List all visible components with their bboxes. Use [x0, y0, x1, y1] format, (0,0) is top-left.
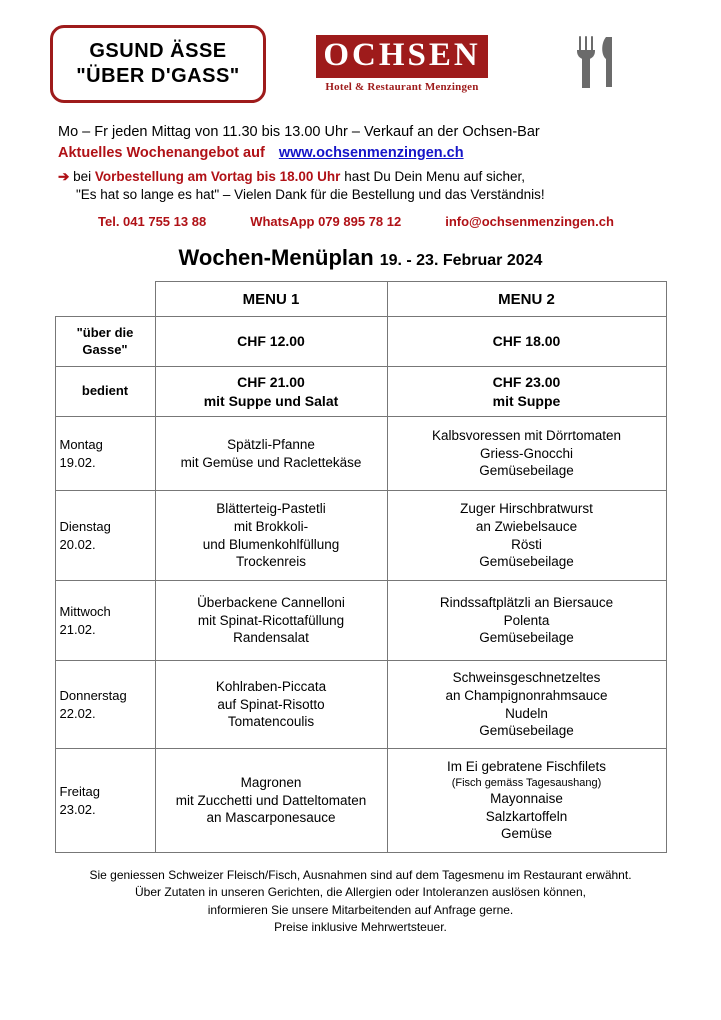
table-corner-cell [55, 282, 155, 317]
table-row [55, 661, 666, 749]
fork-knife-icon [574, 35, 618, 94]
menu-line: Gemüse [500, 826, 553, 842]
arrow-icon: ➔ [58, 169, 70, 184]
day-name: Dienstag [59, 518, 111, 534]
preorder-note: "Es hat so lange es hat" – Vielen Dank für die Bestellung und das Verständnis! [76, 187, 545, 202]
price-served-menu1 [155, 367, 387, 417]
row-label-served: bedient [55, 367, 155, 417]
footer-line-2: Über Zutaten in unseren Gerichten, die Allergien oder Intoleranzen auslösen können, [135, 885, 586, 900]
price-row-served [55, 367, 666, 417]
menu-line: Zuger Hirschbratwurst [460, 501, 593, 517]
weekly-offer-line [58, 145, 693, 161]
contact-row [58, 214, 693, 229]
footer-line-4: Preise inklusive Mehrwertsteuer. [274, 920, 447, 935]
menu-line: an Zwiebelsauce [475, 518, 578, 534]
logo-line-2: "ÜBER D'GASS" [76, 65, 240, 87]
day-menu1 [155, 581, 387, 661]
table-row [55, 581, 666, 661]
price-served-menu2-amount: CHF 23.00 [492, 374, 561, 391]
menu-line: mit Gemüse und Raclettekäse [180, 454, 362, 470]
day-date: 21.02. [59, 621, 96, 637]
day-menu2 [387, 417, 666, 491]
price-row-takeaway [55, 317, 666, 367]
day-menu2 [387, 749, 666, 853]
weekly-offer-label: Aktuelles Wochenangebot auf [58, 145, 265, 161]
menu-line: mit Spinat-Ricottafüllung [197, 612, 345, 628]
price-served-menu1-detail: mit Suppe und Salat [203, 392, 339, 409]
menu-line: Gemüsebeilage [479, 630, 574, 646]
day-menu1 [155, 749, 387, 853]
header-menu-2: MENU 2 [387, 282, 666, 317]
menu-line: Kohlraben-Piccata [215, 679, 327, 695]
day-name: Mittwoch [59, 603, 111, 619]
preorder-line [58, 169, 693, 185]
menu-line: Rösti [511, 536, 542, 552]
menu-line: Überbackene Cannelloni [197, 595, 345, 611]
price-served-menu1-amount: CHF 21.00 [237, 374, 305, 391]
phone-number[interactable]: Tel. 041 755 13 88 [98, 214, 207, 229]
menu-line: Polenta [503, 612, 550, 628]
logo-line-1: GSUND ÄSSE [89, 40, 227, 62]
menu-line: Trockenreis [235, 554, 307, 570]
table-header-row [55, 282, 666, 317]
ochsen-name: OCHSEN [316, 35, 488, 78]
title-main: Wochen-Menüplan [178, 245, 374, 270]
menu-line: Rindssaftplätzli an Biersauce [439, 595, 614, 611]
day-label [55, 417, 155, 491]
menu-line: Spätzli-Pfanne [227, 436, 315, 452]
gsund-aesse-logo [50, 25, 266, 103]
preorder-post: hast Du Dein Menu auf sicher, [340, 169, 526, 184]
table-row [55, 417, 666, 491]
weekly-menu-table [55, 281, 667, 853]
day-menu2 [387, 661, 666, 749]
price-served-menu2 [387, 367, 666, 417]
day-menu1 [155, 661, 387, 749]
menu-line: Tomatencoulis [227, 714, 315, 730]
footer-notes [28, 867, 693, 937]
day-menu2 [387, 581, 666, 661]
menu-line: Schweinsgeschnetzeltes [452, 670, 601, 686]
day-menu2 [387, 491, 666, 581]
table-row [55, 749, 666, 853]
menu-line: auf Spinat-Risotto [217, 696, 325, 712]
header [28, 0, 693, 110]
menu-line: Nudeln [505, 705, 548, 721]
day-label [55, 749, 155, 853]
header-menu-1: MENU 1 [155, 282, 387, 317]
menu-line-note: (Fisch gemäss Tagesaushang) [451, 776, 602, 789]
info-block [28, 124, 693, 229]
ochsen-logo [316, 35, 488, 93]
preorder-highlight: Vorbestellung am Vortag bis 18.00 Uhr [94, 169, 341, 184]
ochsen-subtitle: Hotel & Restaurant Menzingen [325, 81, 479, 93]
website-link[interactable]: www.ochsenmenzingen.ch [278, 145, 464, 161]
price-served-menu2-detail: mit Suppe [492, 392, 561, 409]
menu-line: Kalbsvoressen mit Dörrtomaten [431, 428, 622, 444]
row-label-takeaway [55, 317, 155, 367]
day-date: 23.02. [59, 801, 96, 817]
day-label [55, 491, 155, 581]
price-takeaway-menu1: CHF 12.00 [155, 317, 387, 367]
footer-line-1: Sie geniessen Schweizer Fleisch/Fisch, Ausnahmen sind auf dem Tagesmenu im Restaurant erwähnt. [89, 868, 632, 882]
menu-line: Blätterteig-Pastetli [216, 501, 326, 517]
table-row [55, 491, 666, 581]
menu-line: Magronen [240, 775, 302, 791]
menu-line: Mayonnaise [490, 791, 563, 807]
day-date: 22.02. [59, 705, 96, 721]
day-date: 20.02. [59, 536, 96, 552]
day-label [55, 661, 155, 749]
menu-line: Randensalat [233, 630, 309, 646]
page-title [28, 245, 693, 271]
menu-line: Salzkartoffeln [485, 808, 568, 824]
menu-line: Gemüsebeilage [479, 723, 574, 739]
day-label [55, 581, 155, 661]
day-date: 19.02. [59, 454, 96, 470]
day-name: Donnerstag [59, 687, 127, 703]
title-date: 19. - 23. Februar 2024 [379, 252, 543, 269]
menu-line: mit Brokkoli- [233, 518, 309, 534]
takeaway-label-line1: "über die [76, 325, 134, 341]
menu-line: Im Ei gebratene Fischfilets [446, 759, 607, 775]
menu-line: Gemüsebeilage [479, 463, 574, 479]
preorder-pre: bei [73, 169, 95, 184]
menu-line: an Mascarponesauce [206, 810, 336, 826]
day-menu1 [155, 491, 387, 581]
email-address[interactable]: info@ochsenmenzingen.ch [445, 214, 614, 229]
takeaway-label-line2: Gasse" [82, 341, 128, 357]
day-name: Freitag [59, 783, 100, 799]
day-name: Montag [59, 436, 103, 452]
price-takeaway-menu2: CHF 18.00 [387, 317, 666, 367]
menu-line: an Champignonrahmsauce [445, 687, 608, 703]
menu-line: und Blumenkohlfüllung [202, 536, 340, 552]
menu-line: Griess-Gnocchi [479, 445, 574, 461]
day-menu1 [155, 417, 387, 491]
opening-hours-line: Mo – Fr jeden Mittag von 11.30 bis 13.00 Uhr – Verkauf an der Ochsen-Bar [58, 124, 540, 140]
whatsapp-number[interactable]: WhatsApp 079 895 78 12 [250, 214, 402, 229]
menu-line: mit Zucchetti und Datteltomaten [175, 792, 367, 808]
footer-line-3: informieren Sie unsere Mitarbeitenden auf Anfrage gerne. [207, 902, 514, 917]
menu-line: Gemüsebeilage [479, 554, 574, 570]
